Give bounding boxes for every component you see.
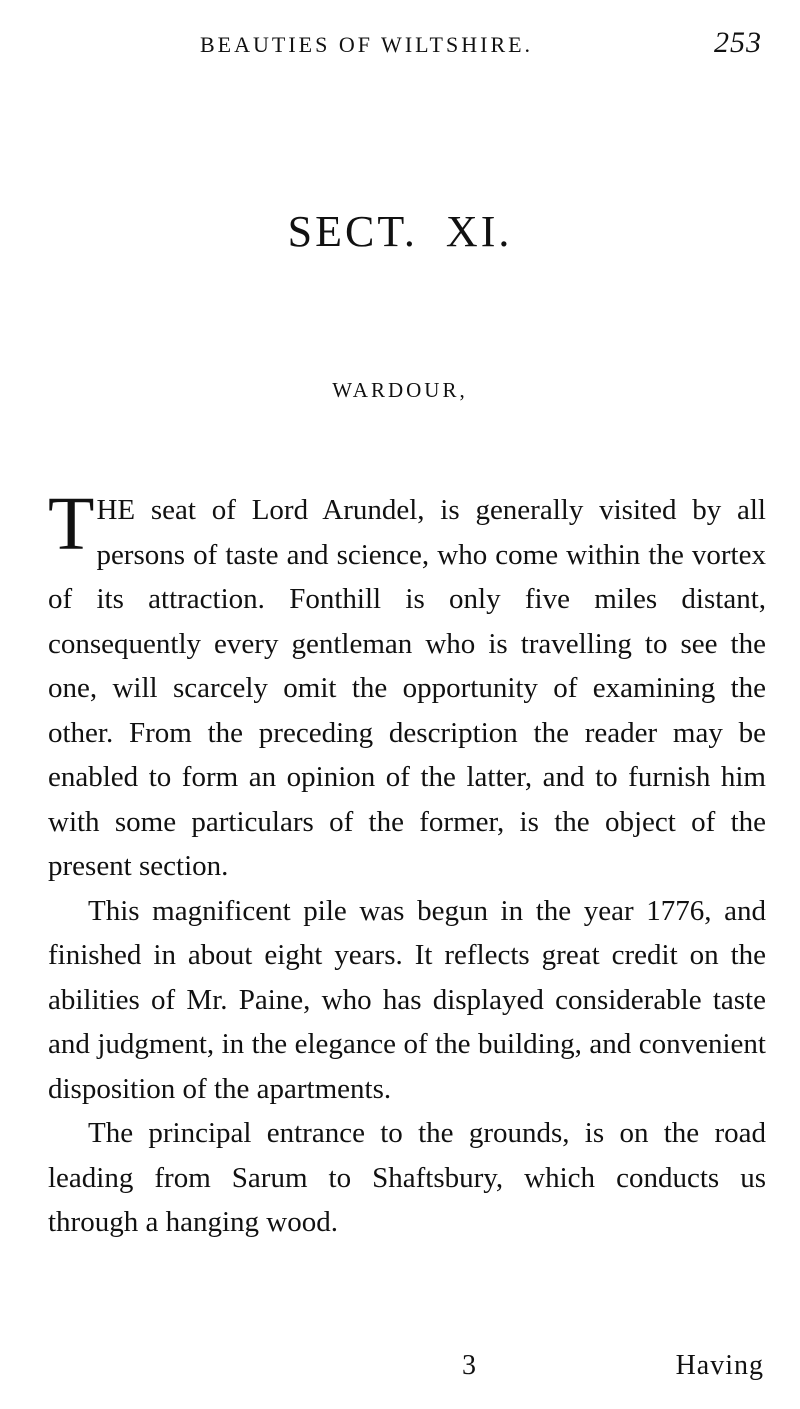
body-text [48,482,766,1245]
page-number: 253 [714,26,762,59]
paragraph-3: The principal entrance to the grounds, is on the road leading from Sarum to Shaftsbury, which conducts us through a hanging wood. [48,1117,766,1238]
drop-cap: T [48,482,95,566]
signature-mark: 3 [462,1350,476,1381]
paragraph-1 [48,482,766,889]
page-footer [0,1350,800,1400]
section-heading: SECT. XI. [287,207,513,256]
section-title: WARDOUR, [332,378,468,402]
catchword: Having [675,1350,764,1381]
paragraph-2: This magnificent pile was begun in the year 1776, and finished in about eight years. It reflects great credit on the abilities of Mr. Paine, who has displayed considerable taste and judgment, in the elegance of the building, and convenient disposition of the apartments. [48,894,766,1105]
paragraph-1-text: HE seat of Lord Arundel, is generally visited by all persons of taste and science, who come within the vortex of its attraction. Fonthill is only five miles distant, consequently every gentleman who is travelling to see the one, will scarcely omit the opportunity of examining the other. From the preceding description the reader may be enabled to form an opinion of the latter, and to furnish him with some particulars of the former, is the object of the present section. [48,494,766,882]
running-head: BEAUTIES OF WILTSHIRE. [200,32,534,57]
